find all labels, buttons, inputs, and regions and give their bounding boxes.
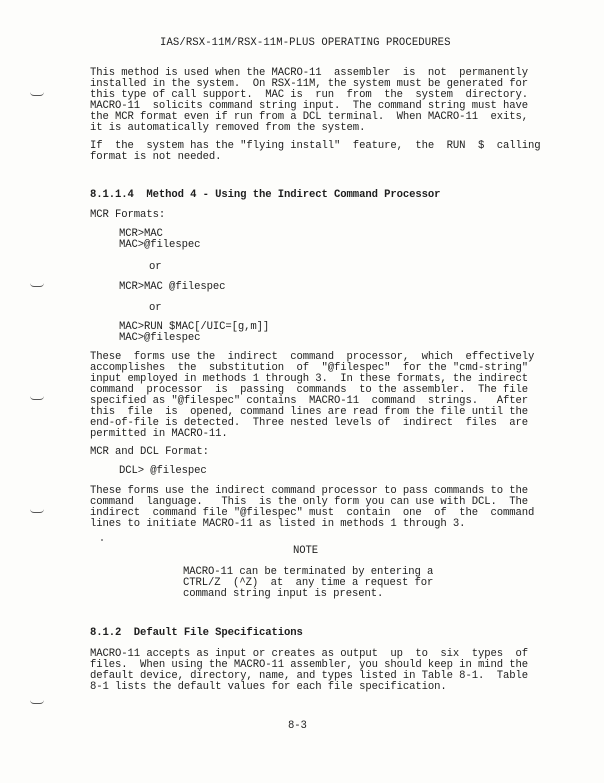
code-line: MAC>RUN $MAC[/UIC=[g,m]] bbox=[119, 321, 270, 333]
label-mcr-formats: MCR Formats: bbox=[90, 209, 166, 221]
paragraph-line: command language. This is the only form you can use with DCL. The bbox=[90, 496, 529, 508]
paragraph-line: MACRO-11 accepts as input or creates as output up to six types of bbox=[90, 648, 529, 660]
paragraph-line: it is automatically removed from the system. bbox=[90, 122, 366, 134]
code-line: MCR>MAC @filespec bbox=[119, 281, 226, 293]
paragraph-line: accomplishes the substitution of "@filespec" for the "cmd-string" bbox=[90, 362, 529, 374]
paragraph-line: MACRO-11 solicits command string input. The command string must have bbox=[90, 100, 529, 112]
page-header: IAS/RSX-11M/RSX-11M-PLUS OPERATING PROCEDURES bbox=[160, 37, 451, 49]
paragraph-line: input employed in methods 1 through 3. In these formats, the indirect bbox=[90, 373, 529, 385]
paragraph-line: files. When using the MACRO-11 assembler, you should keep in mind the bbox=[90, 659, 529, 671]
margin-mark bbox=[30, 283, 44, 287]
paragraph-line: installed in the system. On RSX-11M, the system must be generated for bbox=[90, 78, 529, 90]
margin-mark bbox=[30, 700, 44, 704]
code-line: DCL> @filespec bbox=[119, 465, 207, 477]
paragraph-line: command processor is passing commands to the assembler. The file bbox=[90, 384, 529, 396]
code-line: MAC>@filespec bbox=[119, 239, 201, 251]
page-number: 8-3 bbox=[288, 720, 307, 732]
paragraph-line: this type of call support. MAC is run from the system directory. bbox=[90, 89, 529, 101]
paragraph-line: This method is used when the MACRO-11 assembler is not permanently bbox=[90, 67, 529, 79]
label-mcr-dcl-format: MCR and DCL Format: bbox=[90, 446, 209, 458]
paragraph-line: permitted in MACRO-11. bbox=[90, 428, 228, 440]
paragraph-line: this file is opened, command lines are read from the file until the bbox=[90, 406, 529, 418]
note-title: NOTE bbox=[293, 545, 319, 557]
paragraph-line: the MCR format even if run from a DCL terminal. When MACRO-11 exits, bbox=[90, 111, 529, 123]
paragraph-line: 8-1 lists the default values for each file specification. bbox=[90, 681, 447, 693]
paragraph-line: specified as "@filespec" contains MACRO-11 command strings. After bbox=[90, 395, 529, 407]
margin-mark bbox=[30, 396, 44, 400]
note-line: command string input is present. bbox=[183, 588, 384, 600]
or-separator: or bbox=[149, 261, 162, 273]
section-heading: 8.1.2 Default File Specifications bbox=[90, 627, 303, 639]
paragraph-line: default device, directory, name, and types listed in Table 8-1. Table bbox=[90, 670, 529, 682]
paragraph-line: These forms use the indirect command processor, which effectively bbox=[90, 351, 535, 363]
paragraph-line: These forms use the indirect command processor to pass commands to the bbox=[90, 485, 529, 497]
paragraph-line: If the system has the "flying install" feature, the RUN $ calling bbox=[90, 140, 541, 152]
section-heading: 8.1.1.4 Method 4 - Using the Indirect Command Processor bbox=[90, 189, 441, 201]
paragraph-line: end-of-file is detected. Three nested levels of indirect files are bbox=[90, 417, 529, 429]
margin-mark bbox=[30, 509, 44, 513]
code-line: MCR>MAC bbox=[119, 228, 163, 240]
paragraph-line: format is not needed. bbox=[90, 151, 222, 163]
paragraph-line: indirect command file "@filespec" must contain one of the command bbox=[90, 507, 535, 519]
margin-mark bbox=[30, 92, 44, 96]
or-separator: or bbox=[149, 302, 162, 314]
note-line: CTRL/Z (^Z) at any time a request for bbox=[183, 577, 434, 589]
code-line: MAC>@filespec bbox=[119, 332, 201, 344]
note-line: MACRO-11 can be terminated by entering a bbox=[183, 566, 434, 578]
paragraph-line: lines to initiate MACRO-11 as listed in methods 1 through 3. bbox=[90, 518, 466, 530]
speck bbox=[101, 539, 103, 541]
